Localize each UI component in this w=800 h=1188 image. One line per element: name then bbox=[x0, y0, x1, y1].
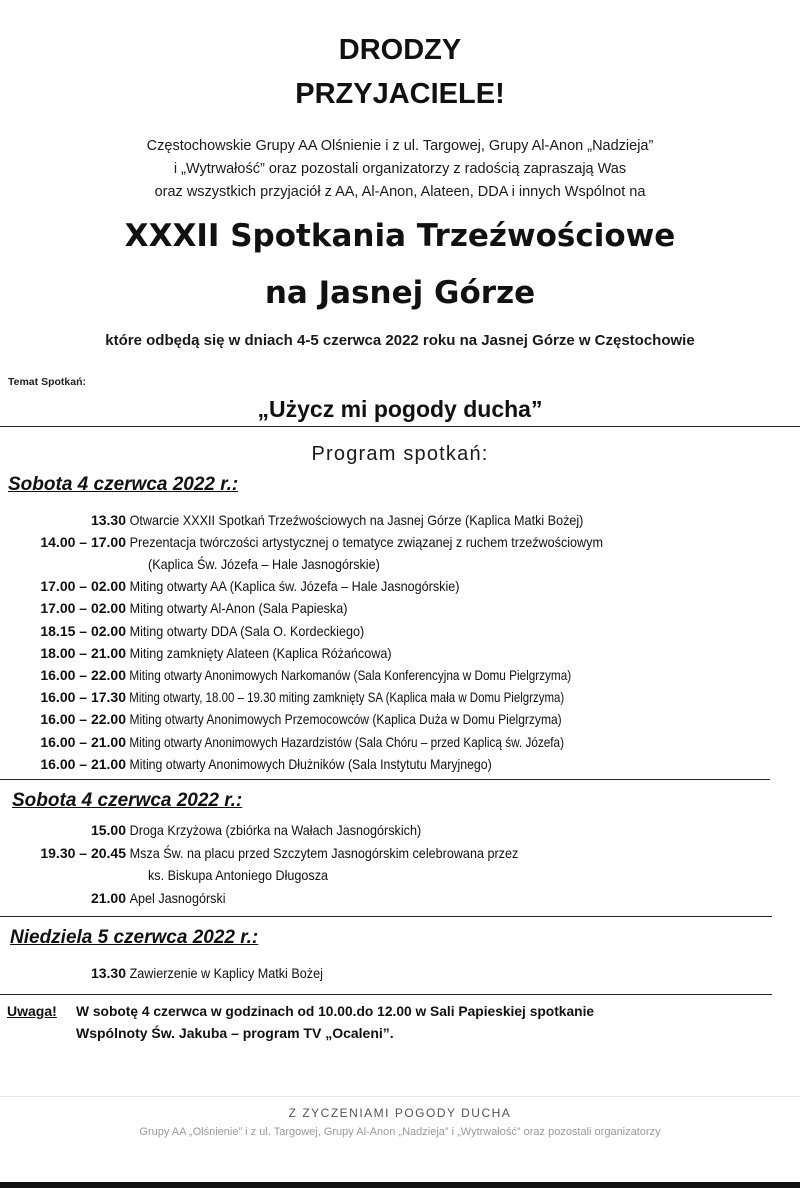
schedule-continuation: (Kaplica Św. Józefa – Hale Jasnogórskie) bbox=[148, 556, 380, 572]
schedule-desc: Zawierzenie w Kaplicy Matki Bożej bbox=[129, 965, 323, 981]
schedule-item bbox=[0, 621, 391, 641]
schedule-desc: Miting otwarty Anonimowych Hazardzistów (Sala Chóru – przed Kaplicą św. Józefa) bbox=[129, 734, 565, 750]
schedule-item bbox=[0, 963, 345, 983]
schedule-time: 18.00 – 21.00 bbox=[40, 645, 126, 661]
divider bbox=[0, 994, 772, 995]
intro-line-1: Częstochowskie Grupy AA Olśnienie i z ul. Targowej, Grupy Al-Anon „Nadzieja” bbox=[146, 138, 654, 154]
schedule-desc: Otwarcie XXXII Spotkań Trzeźwościowych na Jasnej Górze (Kaplica Matki Bożej) bbox=[129, 512, 584, 528]
theme-label: Temat Spotkań: bbox=[8, 376, 86, 388]
event-title-line-2: na Jasnej Górze bbox=[264, 275, 536, 311]
schedule-time: 21.00 bbox=[90, 890, 126, 906]
schedule-item bbox=[0, 888, 237, 908]
program-heading: Program spotkań: bbox=[311, 443, 489, 465]
schedule-desc: Miting otwarty, 18.00 – 19.30 miting zamknięty SA (Kaplica mała w Domu Pielgrzyma) bbox=[129, 689, 565, 705]
divider bbox=[0, 916, 772, 917]
schedule-item bbox=[0, 532, 656, 552]
footer-organizers: Grupy AA „Olśnienie” i z ul. Targowej, Grupy Al-Anon „Nadzieja” i „Wytrwałość” oraz pozostali organizatorzy bbox=[139, 1126, 661, 1138]
divider bbox=[0, 426, 800, 427]
intro-line-3: oraz wszystkich przyjaciół z AA, Al-Anon, Alateen, DDA i innych Wspólnot na bbox=[154, 184, 646, 200]
schedule-desc: Miting zamknięty Alateen (Kaplica Różańcowa) bbox=[129, 645, 392, 661]
schedule-desc: Droga Krzyżowa (zbiórka na Wałach Jasnogórskich) bbox=[129, 822, 422, 838]
schedule-item bbox=[0, 687, 660, 707]
schedule-time: 15.00 bbox=[90, 822, 126, 838]
greeting-line-2: PRZYJACIELE! bbox=[295, 78, 505, 110]
day-heading-saturday-2: Sobota 4 czerwca 2022 r.: bbox=[12, 790, 243, 811]
schedule-item bbox=[0, 665, 656, 685]
note-line-1: W sobotę 4 czerwca w godzinach od 10.00.do 12.00 w Sali Papieskiej spotkanie bbox=[76, 1003, 595, 1019]
schedule-time: 14.00 – 17.00 bbox=[40, 534, 126, 550]
day-heading-saturday: Sobota 4 czerwca 2022 r.: bbox=[8, 474, 239, 495]
schedule-time: 19.30 – 20.45 bbox=[40, 845, 126, 861]
day-heading-sunday: Niedziela 5 czerwca 2022 r.: bbox=[10, 927, 259, 948]
schedule-continuation: ks. Biskupa Antoniego Długosza bbox=[148, 867, 329, 883]
schedule-item bbox=[0, 576, 497, 596]
divider bbox=[0, 779, 770, 780]
divider bbox=[0, 1096, 800, 1097]
schedule-desc: Miting otwarty Anonimowych Narkomanów (Sala Konferencyjna w Domu Pielgrzyma) bbox=[129, 667, 572, 683]
event-title-line-1: XXXII Spotkania Trzeźwościowe bbox=[124, 218, 676, 254]
schedule-item bbox=[0, 732, 647, 752]
event-dates: które odbędą się w dniach 4-5 czerwca 2022 roku na Jasnej Górze w Częstochowie bbox=[105, 332, 695, 349]
schedule-desc: Miting otwarty Al-Anon (Sala Papieska) bbox=[129, 600, 348, 616]
schedule-time: 16.00 – 21.00 bbox=[40, 756, 126, 772]
schedule-desc: Miting otwarty Anonimowych Dłużników (Sala Instytutu Maryjnego) bbox=[129, 756, 492, 772]
schedule-desc: Miting otwarty DDA (Sala O. Kordeckiego) bbox=[129, 623, 365, 639]
schedule-item bbox=[0, 820, 454, 840]
schedule-item bbox=[0, 843, 562, 863]
schedule-time: 18.15 – 02.00 bbox=[40, 623, 126, 639]
theme-text: „Użycz mi pogody ducha” bbox=[257, 396, 543, 422]
intro-line-2: i „Wytrwałość” oraz pozostali organizatorzy z radością zapraszają Was bbox=[173, 161, 627, 177]
schedule-desc: Miting otwarty AA (Kaplica św. Józefa – Hale Jasnogórskie) bbox=[129, 578, 460, 594]
schedule-item bbox=[0, 598, 372, 618]
schedule-desc: Prezentacja twórczości artystycznej o tematyce związanej z ruchem trzeźwościowym bbox=[129, 534, 603, 550]
schedule-item bbox=[0, 643, 421, 663]
schedule-item bbox=[0, 510, 634, 530]
schedule-time: 16.00 – 22.00 bbox=[40, 667, 126, 683]
schedule-time: 16.00 – 17.30 bbox=[40, 689, 126, 705]
schedule-time: 17.00 – 02.00 bbox=[40, 578, 126, 594]
footer-wishes: Z ZYCZENIAMI POGODY DUCHA bbox=[288, 1106, 512, 1120]
schedule-item bbox=[0, 754, 542, 774]
greeting-line-1: DRODZY bbox=[338, 34, 462, 66]
schedule-time: 13.30 bbox=[90, 512, 126, 528]
schedule-desc: Apel Jasnogórski bbox=[129, 890, 226, 906]
note-label: Uwaga! bbox=[7, 1003, 57, 1019]
schedule-time: 17.00 – 02.00 bbox=[40, 600, 126, 616]
note-line-2: Wspólnoty Św. Jakuba – program TV „Ocaleni”. bbox=[76, 1025, 394, 1041]
schedule-time: 16.00 – 22.00 bbox=[40, 711, 126, 727]
schedule-time: 13.30 bbox=[90, 965, 126, 981]
bottom-border bbox=[0, 1182, 800, 1188]
schedule-desc: Miting otwarty Anonimowych Przemocowców (Kaplica Duża w Domu Pielgrzyma) bbox=[129, 711, 562, 727]
schedule-time: 16.00 – 21.00 bbox=[40, 734, 126, 750]
schedule-desc: Msza Św. na placu przed Szczytem Jasnogórskim celebrowana przez bbox=[129, 845, 519, 861]
schedule-item bbox=[0, 709, 633, 729]
